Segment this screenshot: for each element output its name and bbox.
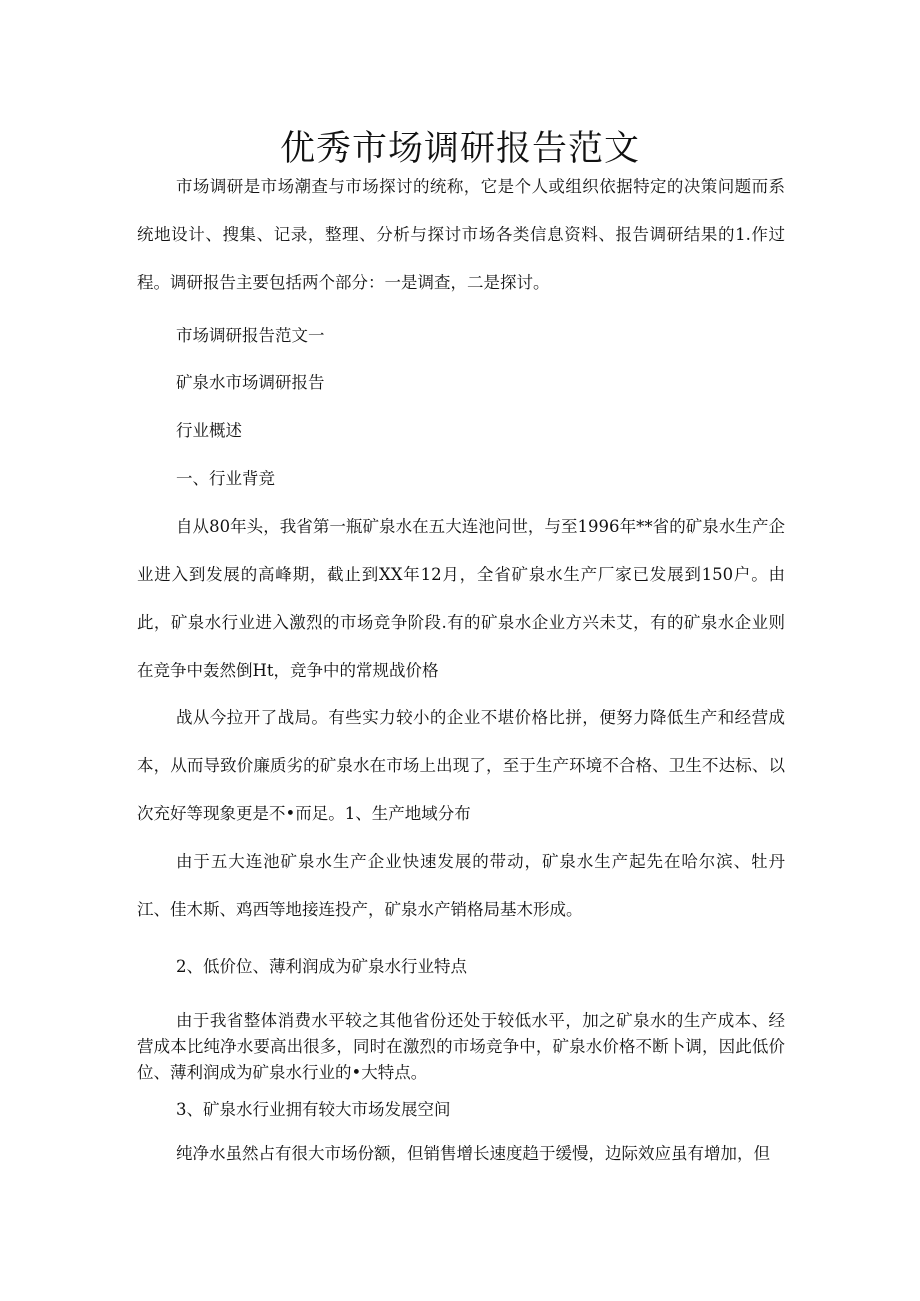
paragraph-pricewar: 战从今拉开了战局。有些实力较小的企业不堪价格比拼，便努力降低生产和经营成本，从而导致价廉质劣的矿泉水在市场上出现了，至于生产环境不合格、卫生不达标、以次充好等现象更是不•而足。1、生产地域分布 bbox=[137, 708, 785, 823]
paragraph-background: 自从80年头，我省第一瓶矿泉水在五大连池问世，与至1996年**省的矿泉水生产企业进入到发展的高峰期，截止到XX年12月，全省矿泉水生产厂家已发展到150户。由此，矿泉水行业进入激烈的市场竞争阶段.有的矿泉水企业方兴未艾，有的矿泉水企业则在竞争中轰然倒Ht，竞争中的常规战价格 bbox=[137, 517, 785, 680]
intro-paragraph: 市场调研是市场潮查与市场探讨的统称，它是个人或组织依据特定的决策问题而系统地设计、搜集、记录，整理、分析与探讨市场各类信息资料、报告调研结果的1.作过程。调研报告主要包括两个部分：一是调查，二是探讨。 bbox=[137, 177, 785, 292]
paragraph-lowprice: 由于我省整体消费水平较之其他省份还处于较低水平，加之矿泉水的生产成本、经营成本比纯净水要高出很多，同时在激烈的市场竞争中，矿泉水价格不断卜调，因此低价位、薄利润成为矿泉水行业的•大特点。 bbox=[137, 1011, 785, 1082]
paragraph-region: 由于五大连池矿泉水生产企业快速发展的带动，矿泉水生产起先在哈尔滨、牡丹江、佳木斯、鸡西等地接连投产，矿泉水产销格局基木形成。 bbox=[137, 852, 785, 919]
heading-report: 矿泉水市场调研报告 bbox=[176, 373, 325, 392]
heading-overview: 行业概述 bbox=[176, 421, 242, 440]
heading-background: 一、行业背竞 bbox=[176, 469, 275, 488]
heading-lowprice: 2、低价位、薄利润成为矿泉水行业特点 bbox=[176, 957, 467, 976]
heading-space: 3、矿泉水行业拥有较大市场发展空间 bbox=[176, 1100, 451, 1119]
paragraph-space: 纯净水虽然占有很大市场份额，但销售增长速度趋于缓慢，边际效应虽有增加，但 bbox=[176, 1144, 770, 1163]
heading-sample: 市场调研报告范文一 bbox=[176, 326, 325, 345]
document-title: 优秀市场调研报告范文 bbox=[279, 129, 640, 170]
